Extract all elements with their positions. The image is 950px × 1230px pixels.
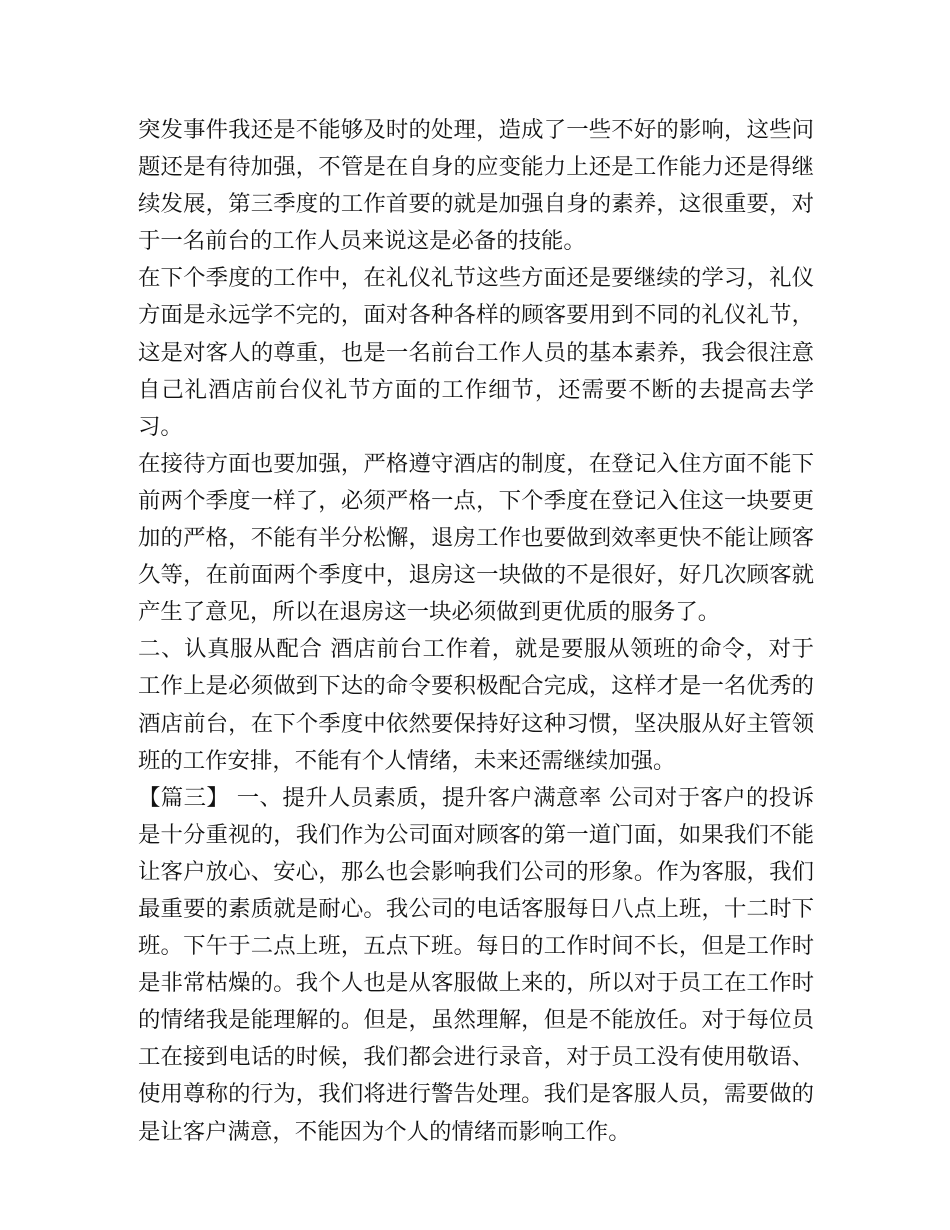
paragraph-emergency-handling: 突发事件我还是不能够及时的处理，造成了一些不好的影响，这些问题还是有待加强，不管是在自身的应变能力上还是工作能力还是得继续发展，第三季度的工作首要的就是加强自身的素养，这很重要，对于一名前台的工作人员来说这是必备的技能。 bbox=[138, 117, 814, 255]
paragraph-part-three: 【篇三】 一、提升人员素质，提升客户满意率 公司对于客户的投诉是十分重视的，我们作为公司面对顾客的第一道门面，如果我们不能让客户放心、安心，那么也会影响我们公司的形象。作为客服，我们最重要的素质就是耐心。我公司的电话客服每日八点上班，十二时下班。下午于二点上班，五点下班。每日的工作时间不长，但是工作时是非常枯燥的。我个人也是从客服做上来的，所以对于员工在工作时的情绪我是能理解的。但是，虽然理解，但是不能放任。对于每位员工在接到电话的时候，我们都会进行录音，对于员工没有使用敬语、使用尊称的行为，我们将进行警告处理。我们是客服人员，需要做的是让客户满意，不能因为个人的情绪而影响工作。 bbox=[138, 784, 814, 1145]
document-body bbox=[138, 112, 814, 1151]
paragraph-reception: 在接待方面也要加强，严格遵守酒店的制度，在登记入住方面不能下前两个季度一样了，必须严格一点，下个季度在登记入住这一块要更加的严格，不能有半分松懈，退房工作也要做到效率更快不能让顾客久等，在前面两个季度中，退房这一块做的不是很好，好几次顾客就产生了意见，所以在退房这一块必须做到更优质的服务了。 bbox=[138, 450, 814, 626]
paragraph-etiquette: 在下个季度的工作中，在礼仪礼节这些方面还是要继续的学习，礼仪方面是永远学不完的，面对各种各样的顾客要用到不同的礼仪礼节，这是对客人的尊重，也是一名前台工作人员的基本素养，我会很注意自己礼酒店前台仪礼节方面的工作细节，还需要不断的去提高去学习。 bbox=[138, 265, 814, 440]
paragraph-obey-cooperate: 二、认真服从配合 酒店前台工作着，就是要服从领班的命令，对于工作上是必须做到下达的命令要积极配合完成，这样才是一名优秀的酒店前台，在下个季度中依然要保持好这种习惯，坚决服从好主管领班的工作安排，不能有个人情绪，未来还需继续加强。 bbox=[138, 636, 814, 774]
